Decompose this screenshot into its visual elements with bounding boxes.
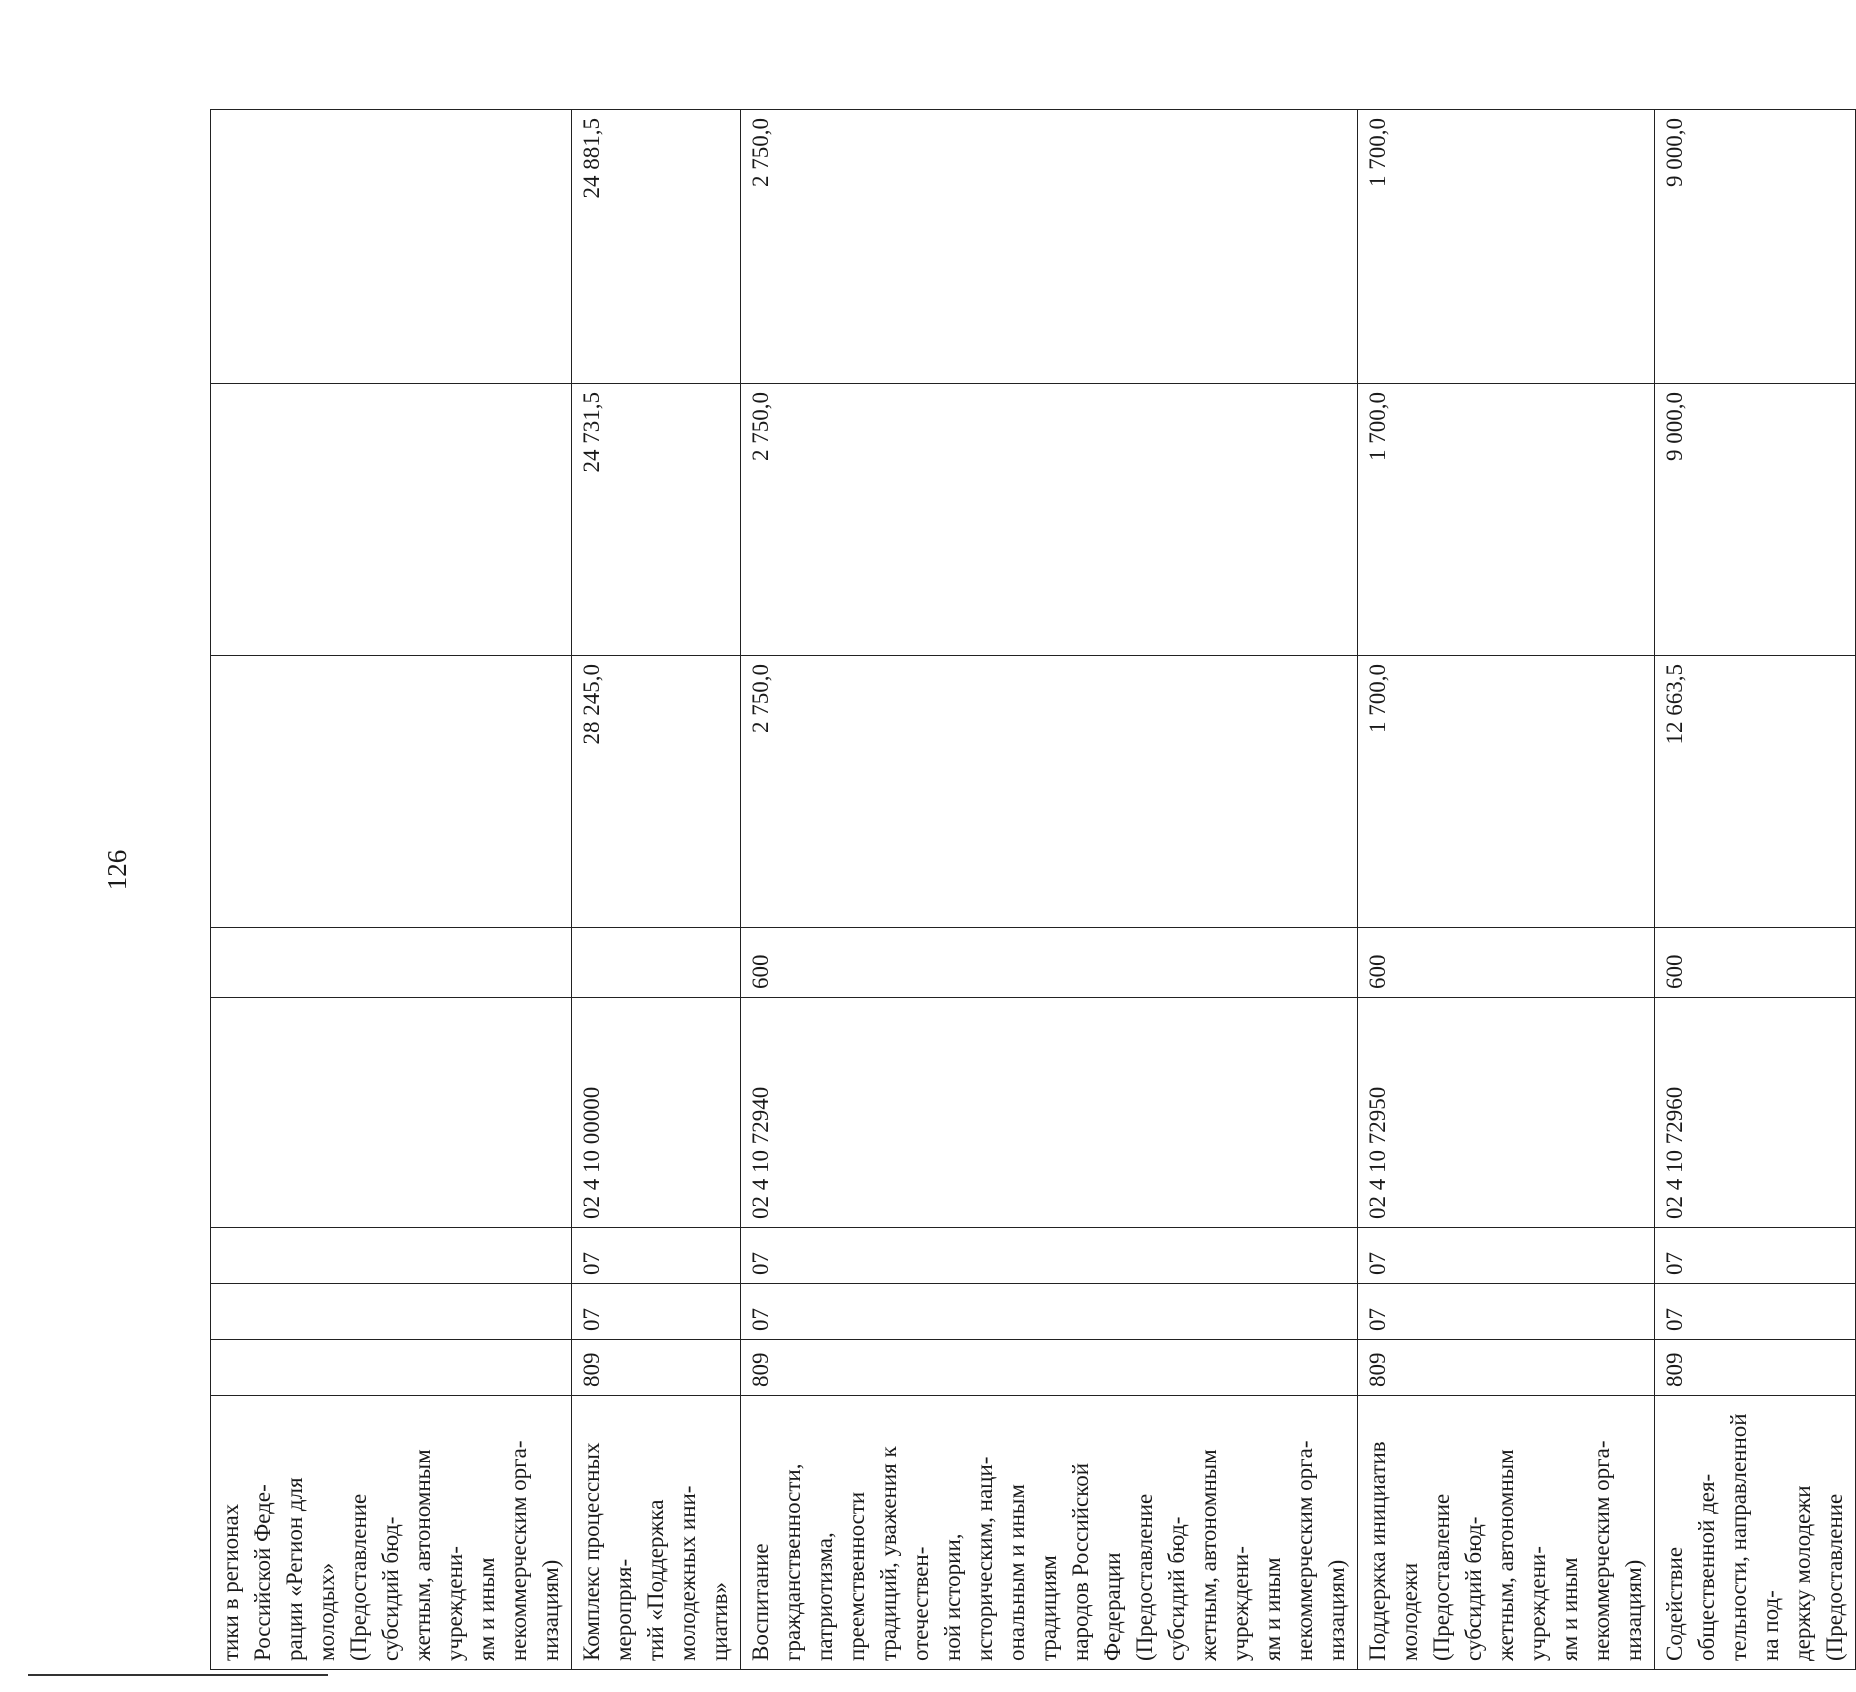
year2-cell: 2 750,0 <box>741 384 1358 656</box>
grbs-cell: 809 <box>741 1340 1358 1396</box>
pr-cell: 07 <box>1655 1228 1856 1284</box>
vr-cell: 600 <box>741 928 1358 998</box>
table-row <box>572 110 741 1670</box>
table-row <box>211 110 572 1670</box>
pr-cell <box>211 1228 572 1284</box>
rz-cell: 07 <box>1655 1284 1856 1340</box>
row-name-cell: Поддержка инициатив молодежи (Предоставление субсидий бюд- жетным, автономным учреждени- ям и иным некоммерческим орга- низациям) <box>1358 1396 1655 1670</box>
grbs-cell: 809 <box>572 1340 741 1396</box>
csr-cell: 02 4 10 72950 <box>1358 998 1655 1228</box>
row-name-cell: Комплекс процессных мероприя- тий «Поддержка молодежных ини- циатив» <box>572 1396 741 1670</box>
grbs-cell <box>211 1340 572 1396</box>
pr-cell: 07 <box>1358 1228 1655 1284</box>
csr-cell: 02 4 10 72960 <box>1655 998 1856 1228</box>
rz-cell: 07 <box>572 1284 741 1340</box>
vr-cell: 600 <box>1358 928 1655 998</box>
pr-cell: 07 <box>741 1228 1358 1284</box>
budget-table <box>210 109 1856 1670</box>
table-row <box>741 110 1358 1670</box>
vr-cell <box>572 928 741 998</box>
table-row <box>1358 110 1655 1670</box>
year3-cell <box>211 110 572 384</box>
vr-cell <box>211 928 572 998</box>
rz-cell: 07 <box>741 1284 1358 1340</box>
row-name-cell: тики в регионах Российской Феде- рации «Регион для молодых» (Предоставление субсидий бюд- жетным, автономным учреждени- ям и иным некоммерческим орга- низациям) <box>211 1396 572 1670</box>
year2-cell <box>211 384 572 656</box>
page-number: 126 <box>102 849 132 891</box>
bottom-divider <box>28 1674 328 1676</box>
year3-cell: 24 881,5 <box>572 110 741 384</box>
year2-cell: 24 731,5 <box>572 384 741 656</box>
grbs-cell: 809 <box>1655 1340 1856 1396</box>
year1-cell <box>211 656 572 928</box>
year3-cell: 9 000,0 <box>1655 110 1856 384</box>
grbs-cell: 809 <box>1358 1340 1655 1396</box>
year3-cell: 1 700,0 <box>1358 110 1655 384</box>
rz-cell <box>211 1284 572 1340</box>
year3-cell: 2 750,0 <box>741 110 1358 384</box>
table-row <box>1655 110 1856 1670</box>
year2-cell: 9 000,0 <box>1655 384 1856 656</box>
year2-cell: 1 700,0 <box>1358 384 1655 656</box>
year1-cell: 12 663,5 <box>1655 656 1856 928</box>
csr-cell: 02 4 10 72940 <box>741 998 1358 1228</box>
year1-cell: 28 245,0 <box>572 656 741 928</box>
csr-cell <box>211 998 572 1228</box>
year1-cell: 1 700,0 <box>1358 656 1655 928</box>
budget-table-container <box>210 110 1847 1670</box>
year1-cell: 2 750,0 <box>741 656 1358 928</box>
vr-cell: 600 <box>1655 928 1856 998</box>
rz-cell: 07 <box>1358 1284 1655 1340</box>
pr-cell: 07 <box>572 1228 741 1284</box>
csr-cell: 02 4 10 00000 <box>572 998 741 1228</box>
row-name-cell: Воспитание гражданственности, патриотизма, преемственности традиций, уважения к отечествен- ной истории, историческим, нaци- ональным и иным традициям народов Российской Федерации (Предоставление субсидий бюд- жетным, автономным учреждени- ям и иным некоммерческим орга- низациям) <box>741 1396 1358 1670</box>
row-name-cell: Содействие общественной дея- тельности, направленной на под- держку молодежи (Предоставление <box>1655 1396 1856 1670</box>
